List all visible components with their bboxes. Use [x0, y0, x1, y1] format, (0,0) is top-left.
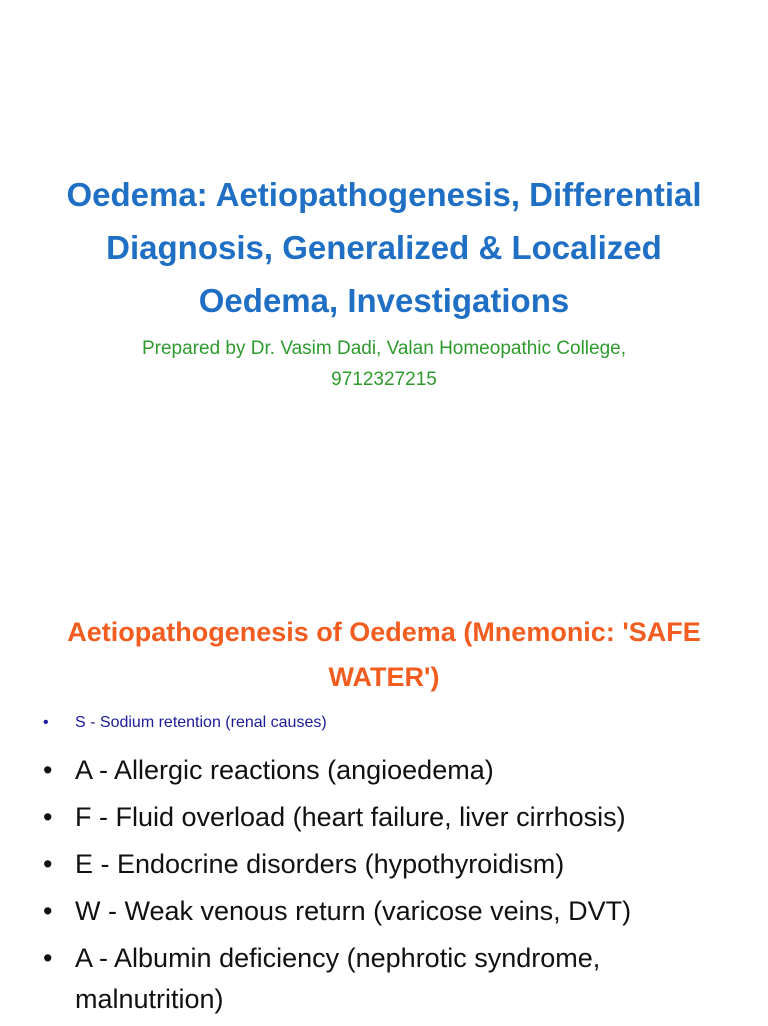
bullet-text: W - Weak venous return (varicose veins, DVT) — [75, 896, 632, 926]
bullet-text: S - Sodium retention (renal causes) — [75, 714, 327, 731]
content-slide — [0, 560, 768, 1024]
bullet-icon: • — [43, 802, 53, 832]
bullet-text: A - Albumin deficiency (nephrotic syndrome, malnutrition) — [75, 943, 601, 1014]
bullet-icon: • — [43, 896, 53, 926]
list-item — [40, 938, 730, 1020]
slide-title: Oedema: Aetiopathogenesis, Differential Diagnosis, Generalized & Localized Oedema, Investigations — [66, 176, 702, 319]
list-item — [40, 891, 730, 932]
mnemonic-bullet-list — [40, 712, 730, 1026]
slide-subtitle: Prepared by Dr. Vasim Dadi, Valan Homeopathic College, 9712327215 — [141, 338, 627, 390]
section-heading: Aetiopathogenesis of Oedema (Mnemonic: 'SAFE WATER') — [67, 617, 701, 692]
bullet-text: E - Endocrine disorders (hypothyroidism) — [75, 849, 565, 879]
bullet-text: A - Allergic reactions (angioedema) — [75, 755, 494, 785]
list-item — [40, 712, 730, 734]
bullet-icon: • — [43, 755, 53, 785]
bullet-icon: • — [43, 943, 53, 973]
list-item — [40, 797, 730, 838]
list-item — [40, 750, 730, 791]
bullet-icon: • — [43, 714, 49, 731]
bullet-icon: • — [43, 849, 53, 879]
bullet-text: F - Fluid overload (heart failure, liver cirrhosis) — [75, 802, 626, 832]
list-item — [40, 844, 730, 885]
